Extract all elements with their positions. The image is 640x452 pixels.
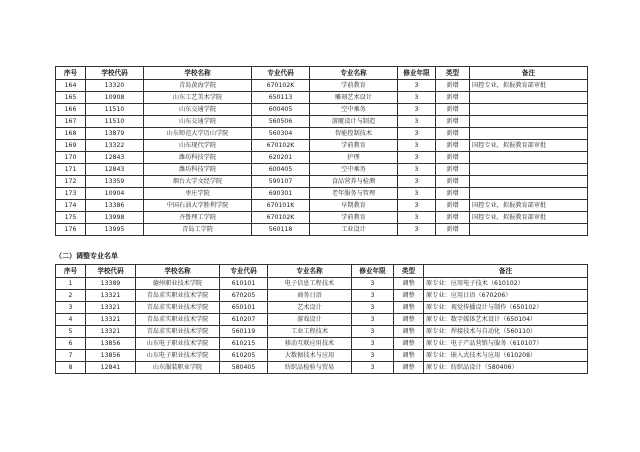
table-cell: 原专业：应用日语（670206） [424,290,588,302]
table-cell: 600405 [252,104,310,116]
table-cell: 学前教育 [310,212,398,224]
table-cell: 560118 [252,224,310,236]
table-cell: 13321 [86,314,136,326]
table-cell: 3 [398,152,436,164]
table-cell [470,164,588,176]
table-row [56,104,588,116]
table-row [56,314,588,326]
table-cell: 8 [56,362,86,374]
table-header-row [56,265,588,278]
table-cell: 165 [56,92,86,104]
table-cell: 3 [398,80,436,92]
table-cell: 13321 [86,290,136,302]
table-cell: 潍坊科技学院 [144,164,252,176]
table-cell: 13998 [86,212,144,224]
column-header: 专业代码 [252,67,310,80]
table-row [56,116,588,128]
section-title: （二）调整专业名单 [55,252,118,260]
table-cell: 山东电子职业技术学院 [136,350,220,362]
table-cell: 学前教育 [310,140,398,152]
table-cell: 新增 [436,176,470,188]
table-row [56,212,588,224]
table-cell: 烟台大学文经学院 [144,176,252,188]
table-cell: 3 [398,188,436,200]
table-row [56,92,588,104]
table-cell: 工业设计 [310,224,398,236]
table-cell: 13389 [86,278,136,290]
table-cell: 11510 [86,116,144,128]
table-cell: 13322 [86,140,144,152]
table-cell: 国控专业，拟报教育部审批 [470,200,588,212]
table-cell: 调整 [394,350,424,362]
table-cell: 新增 [436,200,470,212]
table-cell: 3 [398,116,436,128]
column-header: 学校名称 [136,265,220,278]
table-cell: 新增 [436,212,470,224]
table-cell: 620201 [252,152,310,164]
table-cell: 3 [398,92,436,104]
table-cell: 3 [398,200,436,212]
column-header: 专业代码 [220,265,268,278]
table-cell: 173 [56,188,86,200]
table-cell: 3 [352,350,394,362]
table-cell: 690301 [252,188,310,200]
table-cell: 青岛求实职业技术学院 [136,302,220,314]
table-cell: 3 [398,212,436,224]
table-cell: 13386 [86,200,144,212]
table-cell: 青岛工学院 [144,224,252,236]
table-row [56,188,588,200]
table-cell: 原专业：焊接技术与自动化（560110） [424,326,588,338]
table-cell: 11510 [86,104,144,116]
table-cell: 580405 [220,362,268,374]
table-cell: 3 [398,128,436,140]
table-cell: 青岛黄海学院 [144,80,252,92]
table-cell: 新增 [436,224,470,236]
table-cell: 齐鲁理工学院 [144,212,252,224]
table-cell: 调整 [394,314,424,326]
column-header: 备注 [470,67,588,80]
table-cell: 3 [352,338,394,350]
table-cell: 潍坊科技学院 [144,152,252,164]
table-row [56,164,588,176]
table-cell: 新增 [436,188,470,200]
table-cell: 670102K [252,212,310,224]
table-cell: 调整 [394,278,424,290]
table-cell: 170 [56,152,86,164]
table-cell: 10908 [86,92,144,104]
table-cell [470,128,588,140]
table-cell: 3 [352,278,394,290]
table-cell: 610215 [220,338,268,350]
table-cell: 670102K [252,80,310,92]
column-header: 学校代码 [86,67,144,80]
table-cell: 电子信息工程技术 [268,278,352,290]
table-cell: 3 [352,326,394,338]
table-cell: 3 [398,176,436,188]
table-cell: 2 [56,290,86,302]
table-cell: 工业工程技术 [268,326,352,338]
table-cell: 670101K [252,200,310,212]
table-cell: 山东交通学院 [144,116,252,128]
column-header: 类型 [436,67,470,80]
table-cell: 游艇设计与制造 [310,116,398,128]
table-cell: 护理 [310,152,398,164]
table-cell: 空中乘务 [310,104,398,116]
table-cell: 670205 [220,290,268,302]
table-cell [470,116,588,128]
table-cell: 3 [56,302,86,314]
table-header-row [56,67,588,80]
table-cell: 610101 [220,278,268,290]
table-row [56,80,588,92]
column-header: 修业年限 [398,67,436,80]
table-cell: 原专业：视觉传播设计与制作（650102） [424,302,588,314]
table-row [56,224,588,236]
table-cell: 560119 [220,326,268,338]
column-header: 类型 [394,265,424,278]
column-header: 专业名称 [268,265,352,278]
column-header: 修业年限 [352,265,394,278]
table-cell: 3 [398,224,436,236]
table-cell: 560506 [252,116,310,128]
table-cell: 大数据技术与应用 [268,350,352,362]
table-cell: 560304 [252,128,310,140]
table-row [56,176,588,188]
table-cell: 10904 [86,188,144,200]
table-cell: 5 [56,326,86,338]
table-cell: 山东电子职业技术学院 [136,338,220,350]
table-cell: 3 [352,302,394,314]
table-cell: 智能控制技术 [310,128,398,140]
table-cell [470,104,588,116]
table-cell: 3 [398,140,436,152]
table-cell: 3 [352,362,394,374]
table-cell [470,92,588,104]
table-cell: 山东工艺美术学院 [144,92,252,104]
table-cell: 新增 [436,140,470,152]
table-cell: 游戏设计 [268,314,352,326]
table-cell [470,176,588,188]
table-cell: 新增 [436,128,470,140]
table-cell: 移动互联应用技术 [268,338,352,350]
table-row [56,350,588,362]
table-cell: 13856 [86,338,136,350]
table-cell: 7 [56,350,86,362]
adjusted-majors-table [55,264,588,374]
table-cell: 6 [56,338,86,350]
table-cell: 13321 [86,302,136,314]
table-cell: 食品营养与检测 [310,176,398,188]
table-cell: 13321 [86,326,136,338]
table-cell: 13856 [86,350,136,362]
table-cell: 新增 [436,152,470,164]
table-cell: 164 [56,80,86,92]
table-cell: 国控专业，拟报教育部审批 [470,140,588,152]
table-cell: 青岛求实职业技术学院 [136,326,220,338]
table-cell: 山东服装职业学院 [136,362,220,374]
table-cell: 调整 [394,362,424,374]
table-cell: 雕刻艺术设计 [310,92,398,104]
table-cell: 12841 [86,362,136,374]
table-cell: 调整 [394,290,424,302]
table-row [56,326,588,338]
table-cell: 600405 [252,164,310,176]
table-cell: 13320 [86,80,144,92]
table-cell: 167 [56,116,86,128]
table-cell: 13879 [86,128,144,140]
table-cell: 3 [398,164,436,176]
table-cell: 老年服务与管理 [310,188,398,200]
column-header: 学校代码 [86,265,136,278]
new-majors-table [55,66,588,236]
table-cell [470,224,588,236]
table-row [56,302,588,314]
table-cell: 3 [352,314,394,326]
table-cell: 175 [56,212,86,224]
table-cell: 12843 [86,152,144,164]
table-cell: 原专业：纺织品设计（580406） [424,362,588,374]
table-cell: 艺术设计 [268,302,352,314]
table-cell: 空中乘务 [310,164,398,176]
table-row [56,152,588,164]
table-row [56,362,588,374]
table-cell: 原专业：嵌入式技术与应用（610208） [424,350,588,362]
table-cell [470,152,588,164]
table-cell: 国控专业，拟报教育部审批 [470,80,588,92]
table-cell: 原专业：数字媒体艺术设计（650104） [424,314,588,326]
table-cell: 新增 [436,116,470,128]
table-cell: 610207 [220,314,268,326]
table-cell: 3 [398,104,436,116]
table-cell: 新增 [436,80,470,92]
column-header: 序号 [56,265,86,278]
table-cell: 纺织品检验与贸易 [268,362,352,374]
table-cell: 青岛求实职业技术学院 [136,290,220,302]
table-cell: 13995 [86,224,144,236]
table-row [56,128,588,140]
table-cell: 早期教育 [310,200,398,212]
table-row [56,338,588,350]
column-header: 学校名称 [144,67,252,80]
table-cell: 3 [352,290,394,302]
table-cell: 650101 [220,302,268,314]
table-cell: 山东现代学院 [144,140,252,152]
table-cell: 13359 [86,176,144,188]
table-cell: 山东师范大学历山学院 [144,128,252,140]
table-cell: 590107 [252,176,310,188]
table-cell: 青岛求实职业技术学院 [136,314,220,326]
table-cell: 12843 [86,164,144,176]
table-cell: 山东交通学院 [144,104,252,116]
table-cell: 168 [56,128,86,140]
table-cell: 国控专业，拟报教育部审批 [470,212,588,224]
table-cell [470,188,588,200]
table-cell: 新增 [436,92,470,104]
table-cell: 原专业：应用电子技术（610102） [424,278,588,290]
table-cell: 调整 [394,326,424,338]
table-cell: 德州职业技术学院 [136,278,220,290]
table-row [56,200,588,212]
table-row [56,290,588,302]
table-cell: 171 [56,164,86,176]
table-cell: 中国石油大学胜利学院 [144,200,252,212]
table-cell: 枣庄学院 [144,188,252,200]
table-cell: 学前教育 [310,80,398,92]
table-cell: 176 [56,224,86,236]
table-cell: 1 [56,278,86,290]
column-header: 序号 [56,67,86,80]
table-row [56,140,588,152]
table-cell: 4 [56,314,86,326]
table-cell: 调整 [394,338,424,350]
table-cell: 新增 [436,104,470,116]
table-cell: 670102K [252,140,310,152]
table-cell: 174 [56,200,86,212]
table-cell: 原专业：电子产品营销与服务（610107） [424,338,588,350]
table-cell: 新增 [436,164,470,176]
table-cell: 172 [56,176,86,188]
table-cell: 650113 [252,92,310,104]
table-cell: 610205 [220,350,268,362]
table-cell: 166 [56,104,86,116]
table-row [56,278,588,290]
table-cell: 商务日语 [268,290,352,302]
column-header: 备注 [424,265,588,278]
table-cell: 169 [56,140,86,152]
column-header: 专业名称 [310,67,398,80]
table-cell: 调整 [394,302,424,314]
